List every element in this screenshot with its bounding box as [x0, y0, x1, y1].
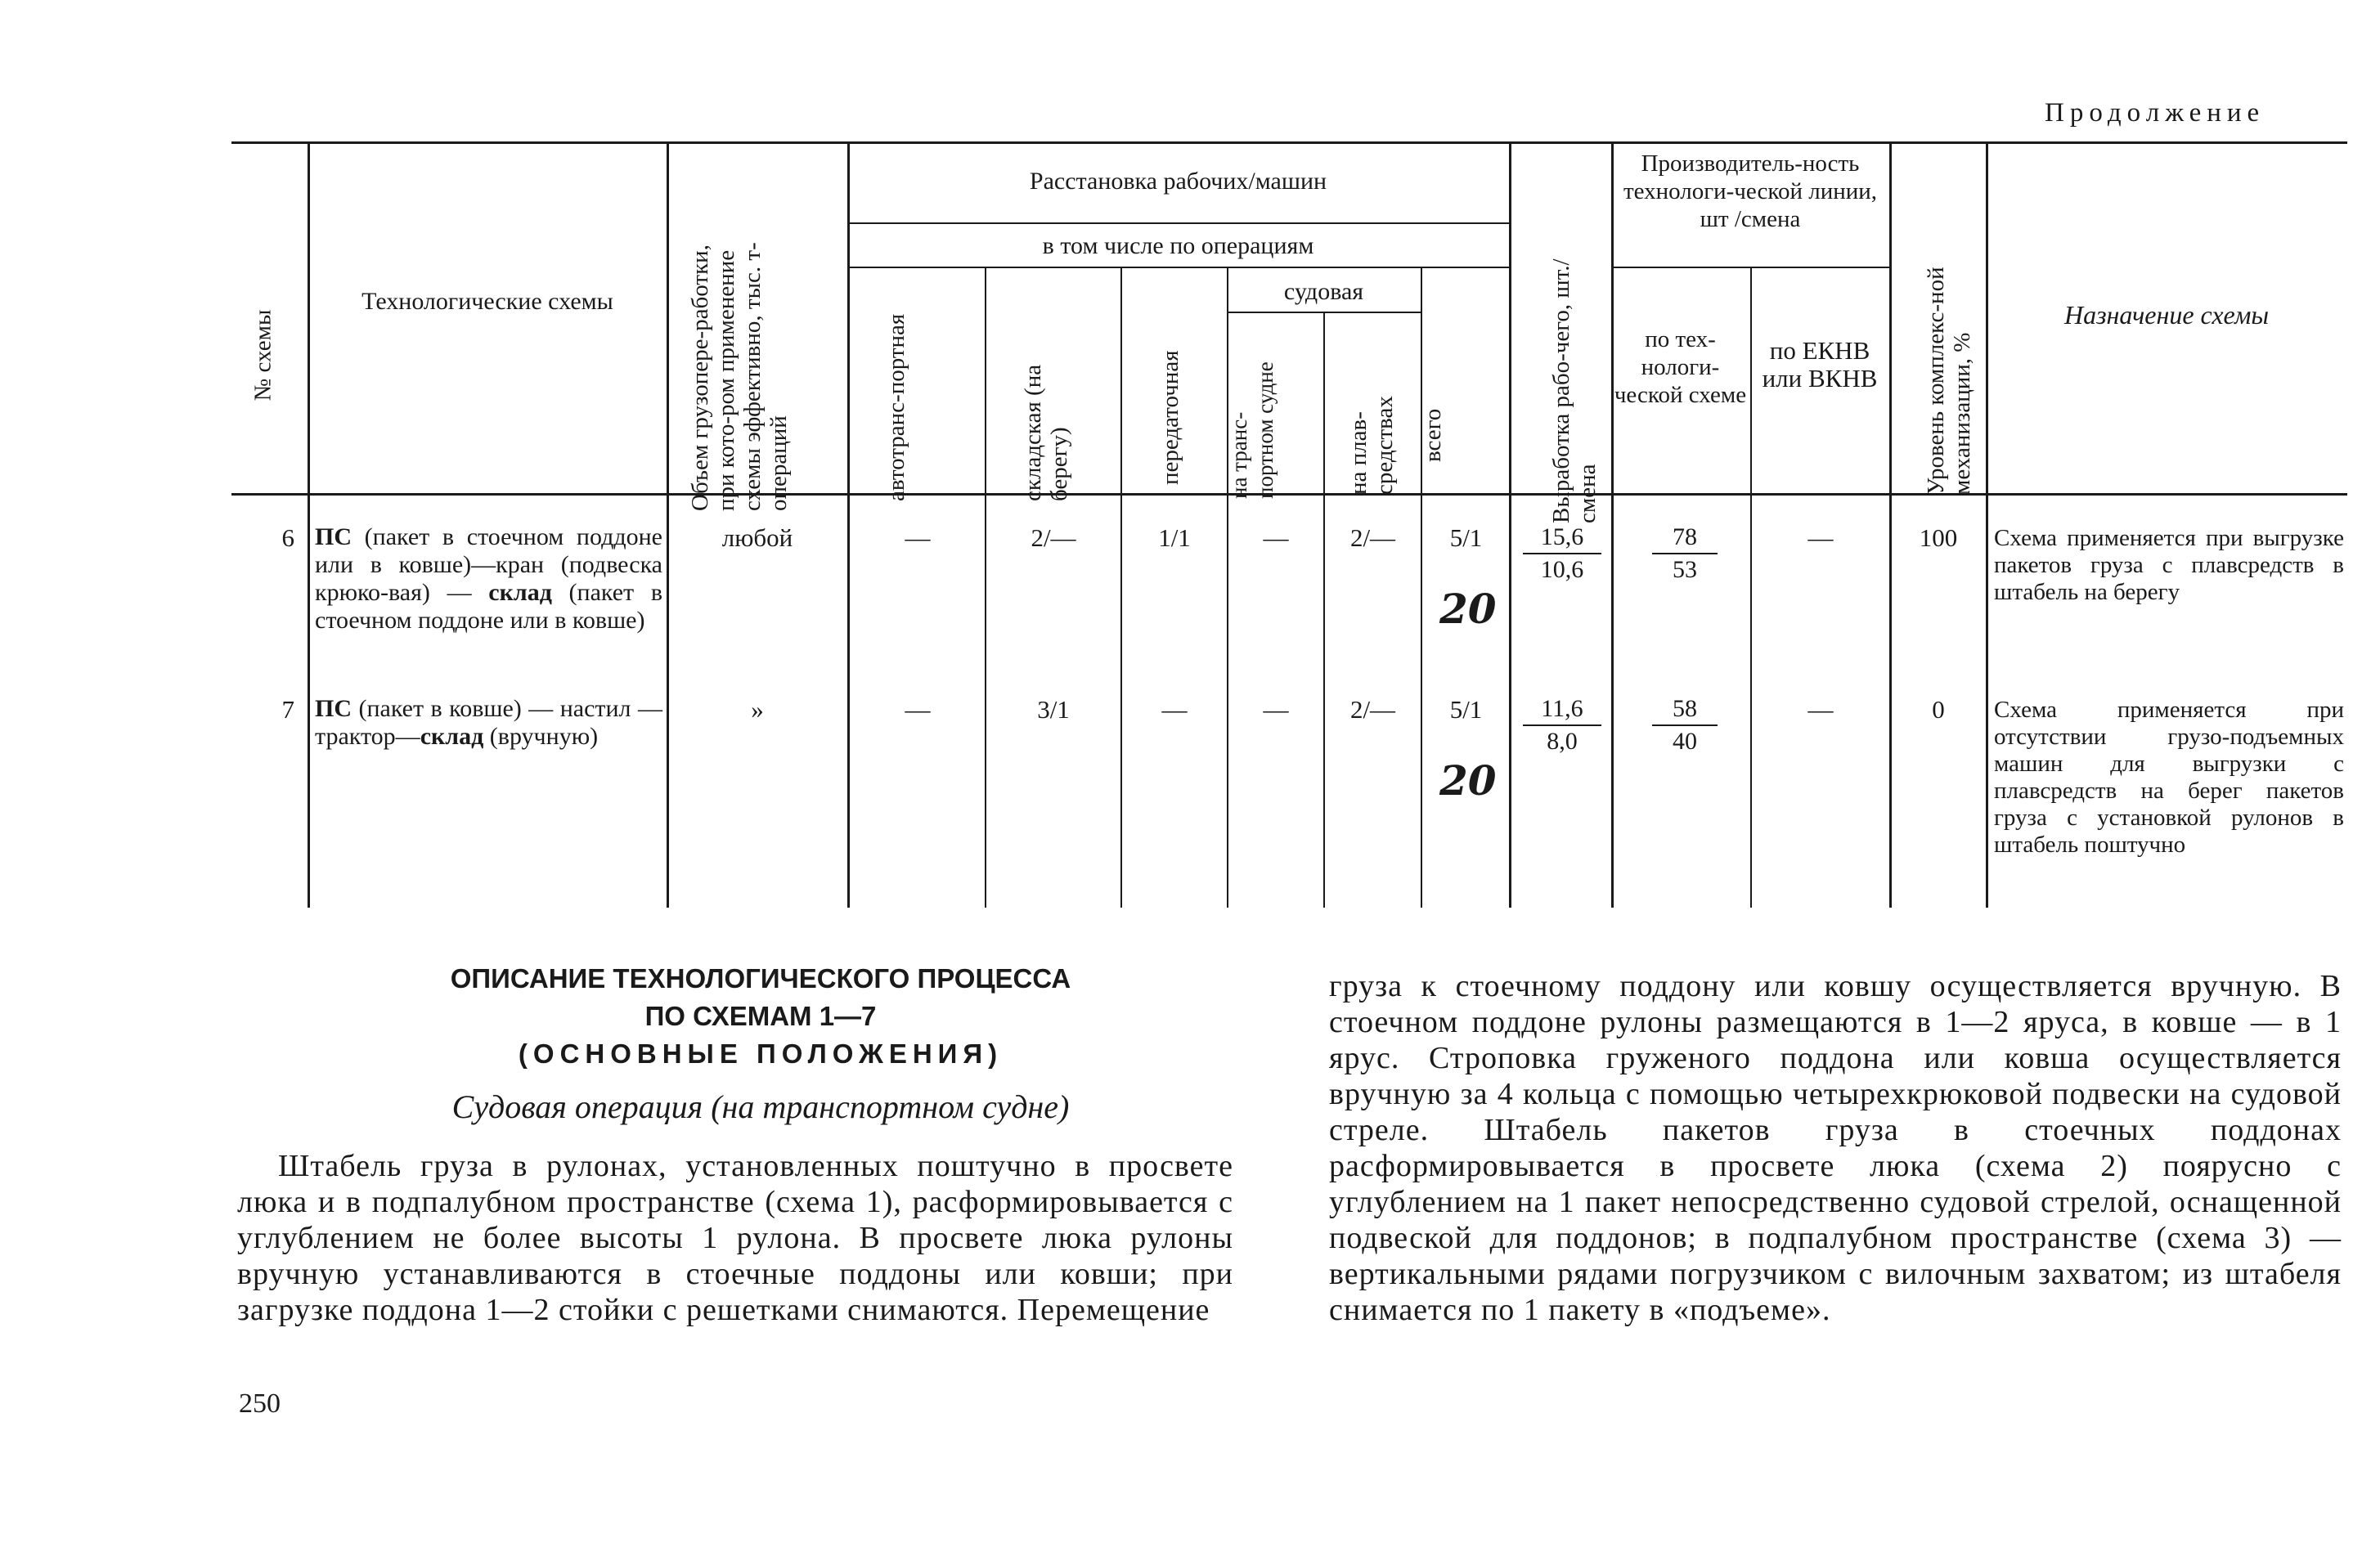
- header-output: Выработка рабо-чего, шт./смена: [1548, 258, 1601, 523]
- row-sep: [847, 267, 1509, 268]
- section-title-line2: ПО СХЕМАМ 1—7: [644, 1001, 877, 1031]
- header-tech-schemes: Технологические схемы: [361, 288, 613, 315]
- header-placement: Расстановка рабочих/машин: [1029, 168, 1327, 195]
- header-transfer: передаточная: [1157, 350, 1183, 485]
- row-ekhv: —: [1807, 523, 1834, 552]
- table-top-border: [231, 141, 2347, 144]
- scheme-start: ПС: [315, 695, 352, 722]
- row-no: 6: [281, 523, 294, 552]
- row-on-float: 2/—: [1349, 523, 1396, 552]
- scheme-end: склад: [420, 723, 484, 750]
- col-sep: [1323, 312, 1325, 908]
- col-sep: [308, 141, 310, 908]
- row-output: [1523, 523, 1601, 584]
- productivity-top: 78: [1652, 523, 1718, 554]
- output-bottom: 8,0: [1547, 728, 1578, 755]
- row-sep: [847, 222, 1509, 224]
- header-purpose: Назначение схемы: [2063, 300, 2270, 330]
- row-auto: —: [905, 523, 931, 552]
- col-sep: [985, 267, 986, 908]
- col-sep: [1509, 141, 1511, 908]
- productivity-bottom: 53: [1673, 556, 1697, 583]
- section-title-line3: (ОСНОВНЫЕ ПОЛОЖЕНИЯ): [518, 1038, 1004, 1069]
- header-by-scheme: по тех-нологи-ческой схеме: [1614, 326, 1747, 408]
- row-total: 5/1: [1449, 695, 1483, 724]
- header-on-transport: на транс-портном судне: [1227, 361, 1278, 499]
- row-on-transport: —: [1263, 523, 1289, 552]
- scheme-start: ПС: [315, 523, 352, 550]
- header-incl-ops: в том числе по операциям: [1042, 232, 1314, 259]
- right-column-text: груза к стоечному поддону или ковшу осуществляется вручную. В стоечном поддоне рулоны размещаются в 1—2 яруса, в ковше — в 1 ярус. Строповка груженого поддона или ковша осуществляется вручную за 4 кольца с помощью четырехкрюковой подвески на судовой стреле. Штабель пакетов груза в стоечных поддонах расформировывается в просвете люка (схема 2) поярусно с углублением на 1 пакет непосредственно судовой стрелой, оснащенной подвеской для поддонов; в подпалубном пространстве (схема 3) — вертикальными рядами погрузчиком с вилочным захватом; из штабеля снимается по 1 пакету в «подъеме».: [1329, 969, 2342, 1327]
- row-volume: »: [751, 695, 764, 724]
- row-ekhv: —: [1807, 695, 1834, 724]
- row-productivity: [1652, 695, 1718, 756]
- left-column-text: Штабель груза в рулонах, установленных поштучно в просвете люка и в подпалубном пространстве (схема 1), расформировывается с углублением не более высоты 1 рулона. В просвете люка рулоны вручную устанавливаются в стоечные поддоны или ковши; при загрузке поддона 1—2 стойки с решетками снимаются. Перемещение: [237, 1149, 1233, 1327]
- header-productivity: Производитель-ность технологи-ческой линии, шт /смена: [1623, 150, 1878, 232]
- continuation-label: Продолжение: [2045, 98, 2265, 128]
- header-scheme-no: № схемы: [249, 309, 276, 401]
- row-on-transport: —: [1263, 695, 1289, 724]
- col-sep: [1120, 267, 1122, 908]
- scheme-text: (пакет в ковше) — настил —трактор—: [315, 695, 662, 750]
- row-on-float: 2/—: [1349, 695, 1396, 724]
- productivity-top: 58: [1652, 695, 1718, 726]
- header-on-float: на плав-средствах: [1345, 396, 1398, 495]
- row-productivity: [1652, 523, 1718, 584]
- row-total: 5/1: [1449, 523, 1483, 552]
- col-sep: [667, 141, 669, 908]
- header-ship-group: судовая: [1283, 278, 1364, 305]
- header-mech-level: Уровень комплекс-ной механизации, %: [1923, 267, 1975, 495]
- row-mech: 0: [1932, 695, 1945, 724]
- row-purpose: Схема применяется при отсутствии грузо-подъемных машин для выгрузки с плавсредств на берег пакетов груза с установкой рулонов в штабель поштучно: [1994, 697, 2344, 858]
- output-bottom: 10,6: [1540, 556, 1584, 583]
- scheme-text: (пакет в стоечном поддоне или в ковше): [315, 579, 663, 634]
- section-title-line1: ОПИСАНИЕ ТЕХНОЛОГИЧЕСКОГО ПРОЦЕССА: [450, 963, 1071, 994]
- scheme-text: (пакет в стоечном поддоне или в ковше)—кран (подвеска крюко-вая) —: [315, 523, 662, 606]
- output-top: 11,6: [1523, 695, 1601, 726]
- handwritten-note: 20: [1439, 585, 1497, 633]
- section-subheading: Судовая операция (на транспортном судне): [451, 1088, 1070, 1125]
- header-by-ekhv: по ЕКНВ или ВКНВ: [1762, 336, 1878, 392]
- page-number: 250: [239, 1388, 281, 1419]
- header-warehouse: складская (на берегу): [1020, 364, 1072, 501]
- row-no: 7: [281, 695, 294, 724]
- row-transfer: 1/1: [1158, 523, 1191, 552]
- header-volume: Объем грузопере-работки, при кото-ром применение схемы эффективно, тыс. т-операций: [687, 242, 792, 511]
- header-auto: автотранс-портная: [883, 313, 909, 501]
- row-output: [1523, 695, 1601, 756]
- row-volume: любой: [721, 523, 793, 552]
- scheme-text: (вручную): [483, 723, 599, 750]
- row-warehouse: 2/—: [1031, 523, 1076, 552]
- row-transfer: —: [1161, 695, 1188, 724]
- row-scheme: [315, 695, 662, 751]
- productivity-bottom: 40: [1673, 728, 1697, 755]
- row-scheme: [315, 523, 662, 635]
- row-auto: —: [905, 695, 931, 724]
- row-purpose: Схема применяется при выгрузке пакетов груза с плавсредств в штабель на берегу: [1994, 525, 2344, 605]
- output-top: 15,6: [1523, 523, 1601, 554]
- row-mech: 100: [1919, 523, 1958, 552]
- row-warehouse: 3/1: [1037, 695, 1070, 724]
- handwritten-note: 20: [1439, 756, 1497, 805]
- header-total: всего: [1420, 408, 1446, 462]
- scheme-end: склад: [488, 579, 552, 606]
